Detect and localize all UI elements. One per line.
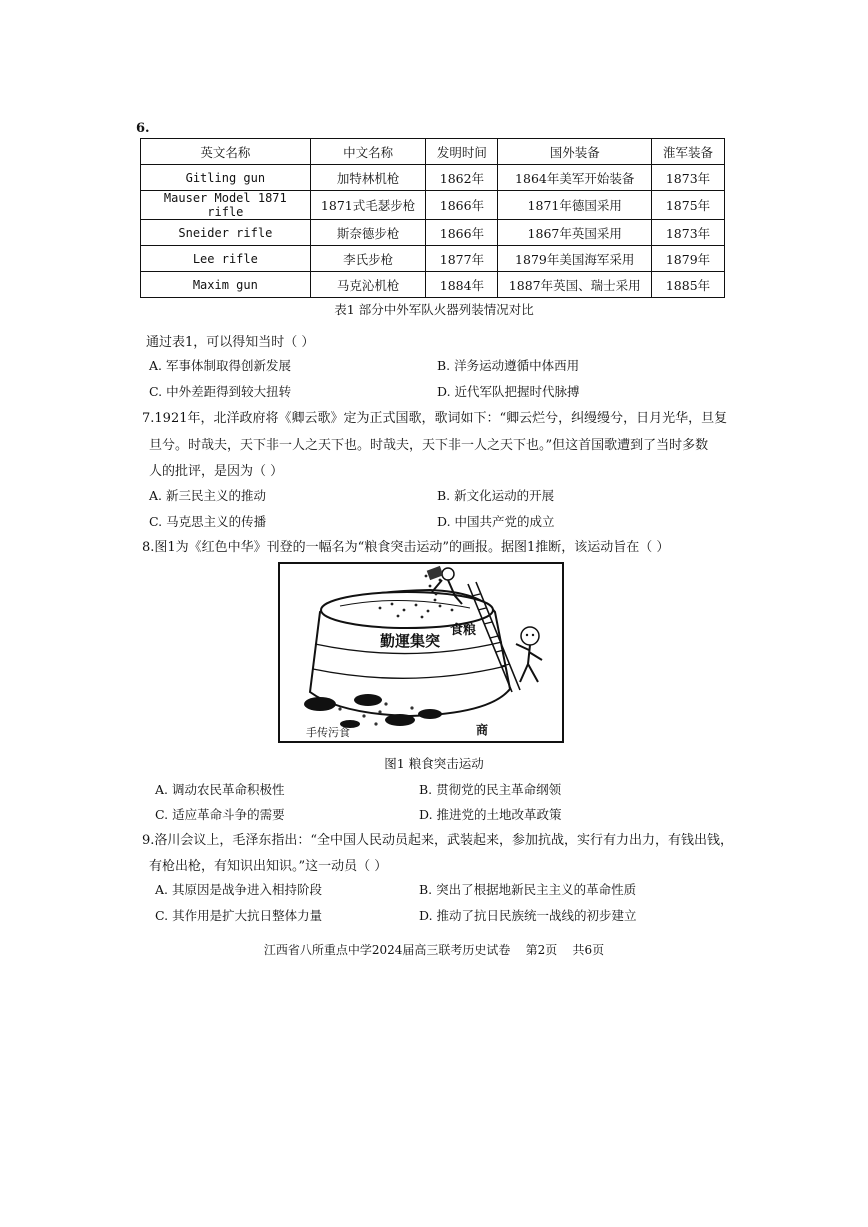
table-cell-chinese-name: 李氏步枪 [310, 246, 426, 272]
option-b: B. 突出了根据地新民主主义的革命性质 [419, 882, 637, 897]
table-cell-invention-year: 1884年 [426, 272, 498, 298]
option-b: B. 新文化运动的开展 [437, 488, 555, 503]
table-row [141, 220, 725, 246]
table-header-cell: 国外装备 [498, 139, 652, 165]
question-8-stem: 8.图1为《红色中华》刊登的一幅名为“粮食突击运动”的画报。据图1推断，该运动旨在（ ） [142, 540, 670, 555]
table-cell-invention-year: 1862年 [426, 165, 498, 191]
page-footer: 江西省八所重点中学2024届高三联考历史试卷 第2页 共6页 [263, 943, 605, 957]
table-cell-invention-year: 1866年 [426, 191, 498, 220]
table-cell-foreign-adoption: 1879年美国海军采用 [498, 246, 652, 272]
option-c: C. 适应革命斗争的需要 [155, 807, 285, 822]
table-cell-chinese-name: 1871式毛瑟步枪 [310, 191, 426, 220]
option-b: B. 贯彻党的民主革命纲领 [419, 782, 562, 797]
question-9-stem-line-1: 9.洛川会议上，毛泽东指出：“全中国人民动员起来，武装起来，参加抗战，实行有力出力，有钱出钱， [142, 833, 734, 848]
sack-slogan: 勤運集突 [380, 632, 441, 650]
table-cell-english-name: Gitling gun [141, 165, 311, 191]
table-cell-invention-year: 1877年 [426, 246, 498, 272]
option-c: C. 马克思主义的传播 [149, 514, 267, 529]
figure-caption: 图1 粮食突击运动 [384, 756, 484, 771]
question-7-stem-line-2: 旦兮。时哉夫，天下非一人之天下也。时哉夫，天下非一人之天下也。”但这首国歌遭到了当时多数 [149, 438, 709, 453]
table-cell-foreign-adoption: 1871年德国采用 [498, 191, 652, 220]
table-cell-huai-army-adoption: 1875年 [652, 191, 725, 220]
table-header-cell: 英文名称 [141, 139, 311, 165]
table-cell-chinese-name: 斯奈德步枪 [310, 220, 426, 246]
table-header-cell: 发明时间 [426, 139, 498, 165]
ground-caption: 手传污食 [306, 726, 350, 739]
option-a: A. 军事体制取得创新发展 [149, 358, 291, 373]
option-a: A. 调动农民革命积极性 [155, 782, 285, 797]
question-9-stem-line-2: 有枪出枪，有知识出知识。”这一动员（ ） [149, 859, 388, 874]
grain-campaign-illustration [278, 562, 564, 743]
table-row [141, 191, 725, 220]
option-a: A. 新三民主义的推动 [149, 488, 266, 503]
table-cell-huai-army-adoption: 1885年 [652, 272, 725, 298]
option-c: C. 中外差距得到较大扭转 [149, 384, 292, 399]
option-d: D. 中国共产党的成立 [437, 514, 555, 529]
question-7-stem-line-1: 7.1921年，北洋政府将《卿云歌》定为正式国歌，歌词如下：“卿云烂兮，纠缦缦兮，日月光华，旦复 [142, 411, 728, 426]
option-c: C. 其作用是扩大抗日整体力量 [155, 908, 323, 923]
table-row [141, 246, 725, 272]
option-d: D. 推进党的土地改革政策 [419, 807, 562, 822]
table-header-row [141, 139, 725, 165]
table-cell-huai-army-adoption: 1873年 [652, 165, 725, 191]
table-cell-foreign-adoption: 1887年英国、瑞士采用 [498, 272, 652, 298]
table-header-cell: 中文名称 [310, 139, 426, 165]
table-cell-invention-year: 1866年 [426, 220, 498, 246]
table-cell-huai-army-adoption: 1873年 [652, 220, 725, 246]
option-d: D. 推动了抗日民族统一战线的初步建立 [419, 908, 637, 923]
question-7-stem-line-3: 人的批评，是因为（ ） [149, 464, 284, 479]
table-cell-english-name: Maxim gun [141, 272, 311, 298]
table-cell-english-name: Lee rifle [141, 246, 311, 272]
table-caption: 表1 部分中外军队火器列装情况对比 [334, 302, 534, 317]
option-d: D. 近代军队把握时代脉搏 [437, 384, 580, 399]
table-header-cell: 淮军装备 [652, 139, 725, 165]
arms-comparison-table [140, 138, 725, 298]
table-cell-chinese-name: 加特林机枪 [310, 165, 426, 191]
option-a: A. 其原因是战争进入相持阶段 [155, 882, 322, 897]
option-b: B. 洋务运动遵循中体西用 [437, 358, 580, 373]
table-cell-foreign-adoption: 1867年英国采用 [498, 220, 652, 246]
table-cell-english-name: Sneider rifle [141, 220, 311, 246]
table-cell-huai-army-adoption: 1879年 [652, 246, 725, 272]
grain-sack-drawing [280, 564, 562, 741]
table-row [141, 272, 725, 298]
question-6-number: 6. [136, 121, 150, 136]
table-cell-chinese-name: 马克沁机枪 [310, 272, 426, 298]
table-cell-english-name: Mauser Model 1871 rifle [141, 191, 311, 220]
table-cell-foreign-adoption: 1864年美军开始装备 [498, 165, 652, 191]
sack-label: 食粮 [450, 623, 477, 638]
table-row [141, 165, 725, 191]
merchant-label: 商 [476, 723, 489, 737]
question-6-stem: 通过表1，可以得知当时（ ） [146, 335, 315, 350]
